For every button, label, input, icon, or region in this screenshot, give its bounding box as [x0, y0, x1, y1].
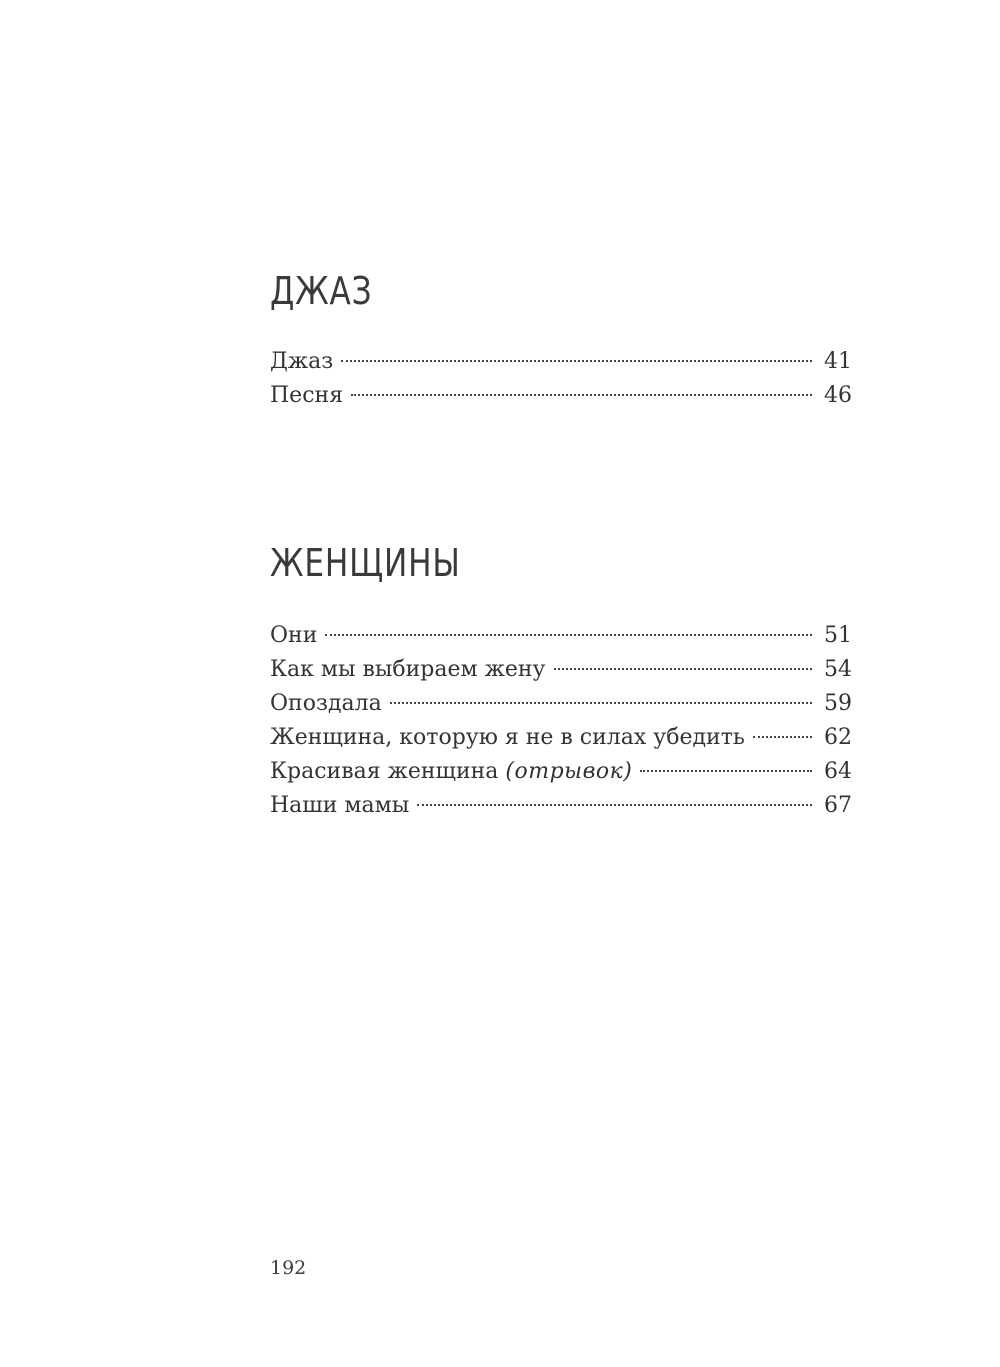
toc-entry[interactable] [270, 653, 852, 687]
toc-entry-note: (отрывок) [505, 759, 633, 784]
toc-entry-title: Как мы выбираем жену [270, 657, 546, 682]
toc-entry-title: Опоздала [270, 691, 382, 716]
toc-entry-page: 54 [824, 657, 852, 682]
toc-entry-title: Они [270, 623, 318, 648]
toc-entry-title: Женщина, которую я не в силах убедить [270, 725, 745, 750]
toc-entry-title: Джаз [270, 349, 334, 374]
toc-entry-title: Песня [270, 383, 344, 408]
toc-entry-title: Наши мамы [270, 793, 410, 818]
toc-entry[interactable] [270, 345, 852, 379]
toc-entry[interactable] [270, 619, 852, 653]
dot-leader [351, 394, 812, 396]
section-heading: ЖЕНЩИНЫ [270, 541, 461, 585]
dot-leader [325, 634, 812, 636]
toc-entry-page: 46 [824, 383, 852, 408]
toc-section-women [270, 540, 852, 823]
toc-entry-page: 51 [824, 623, 852, 648]
toc-list [270, 345, 852, 413]
section-heading: ДЖАЗ [270, 269, 373, 313]
toc-entry[interactable] [270, 379, 852, 413]
toc-entry-page: 64 [824, 759, 852, 784]
toc-entry-page: 62 [824, 725, 852, 750]
dot-leader [390, 702, 812, 704]
toc-entry-title: Красивая женщина [270, 759, 499, 784]
toc-list [270, 619, 852, 823]
toc-entry[interactable] [270, 755, 852, 789]
toc-entry-page: 59 [824, 691, 852, 716]
toc-entry[interactable] [270, 789, 852, 823]
dot-leader [341, 360, 812, 362]
toc-entry[interactable] [270, 687, 852, 721]
dot-leader [417, 804, 812, 806]
toc-section-jazz [270, 268, 852, 413]
toc-entry-page: 41 [824, 349, 852, 374]
dot-leader [753, 736, 812, 738]
toc-entry[interactable] [270, 721, 852, 755]
toc-entry-page: 67 [824, 793, 852, 818]
dot-leader [554, 668, 813, 670]
page-number: 192 [270, 1257, 307, 1279]
dot-leader [640, 770, 812, 772]
toc-entry-title-wrap [270, 755, 640, 789]
